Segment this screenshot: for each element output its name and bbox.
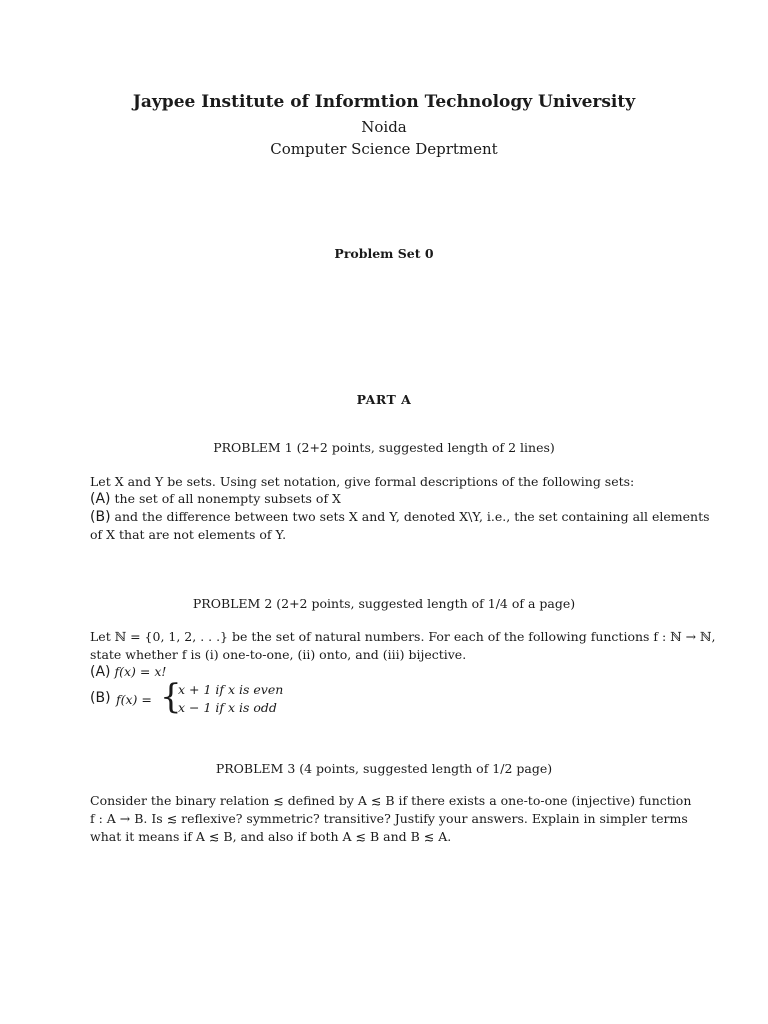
problem1-item-b-cont: of X that are not elements of Y. bbox=[90, 527, 287, 542]
item-formula: f(x) = bbox=[116, 692, 152, 707]
left-brace-glyph: { bbox=[160, 677, 182, 717]
item-text: the set of all nonempty subsets of X bbox=[114, 491, 341, 506]
problem3-text-1: Consider the binary relation ≲ defined by A ≲ B if there exists a one-to-one (injective) function bbox=[90, 793, 692, 808]
problem2-item-a bbox=[90, 664, 166, 680]
problem-set-title: Problem Set 0 bbox=[334, 246, 434, 261]
item-label: (A) bbox=[90, 664, 111, 680]
problem3-text-3: what it means if A ≲ B, and also if both A ≲ B and B ≲ A. bbox=[90, 829, 452, 844]
item-text: and the difference between two sets X and Y, denoted X\Y, i.e., the set containing all elements bbox=[114, 509, 710, 524]
case-even: x + 1 if x is even bbox=[178, 682, 284, 697]
problem1-item-b bbox=[90, 509, 710, 525]
item-label: (B) bbox=[90, 509, 111, 525]
problem3-text-2: f : A → B. Is ≲ reflexive? symmetric? transitive? Justify your answers. Explain in simpler terms bbox=[90, 811, 688, 826]
institute-title: Jaypee Institute of Informtion Technology University bbox=[132, 92, 636, 112]
problem3-heading: PROBLEM 3 (4 points, suggested length of 1/2 page) bbox=[215, 761, 553, 776]
item-formula: f(x) = x! bbox=[114, 664, 167, 679]
problem1-heading: PROBLEM 1 (2+2 points, suggested length of 2 lines) bbox=[213, 440, 555, 455]
item-label: (B) bbox=[90, 690, 111, 706]
problem2-text-2: state whether f is (i) one-to-one, (ii) onto, and (iii) bijective. bbox=[90, 647, 467, 662]
item-label: (A) bbox=[90, 491, 111, 507]
case-odd: x − 1 if x is odd bbox=[178, 700, 277, 715]
department-subtitle: Computer Science Deprtment bbox=[270, 140, 498, 158]
problem1-item-a bbox=[90, 491, 341, 507]
problem2-heading: PROBLEM 2 (2+2 points, suggested length of 1/4 of a page) bbox=[192, 596, 576, 611]
part-heading: PART A bbox=[356, 392, 412, 407]
city-subtitle: Noida bbox=[361, 118, 407, 136]
problem1-text: Let X and Y be sets. Using set notation, give formal descriptions of the following sets: bbox=[90, 474, 635, 489]
problem2-text-1: Let ℕ = {0, 1, 2, . . .} be the set of natural numbers. For each of the following functions f : ℕ → ℕ, bbox=[90, 629, 716, 644]
